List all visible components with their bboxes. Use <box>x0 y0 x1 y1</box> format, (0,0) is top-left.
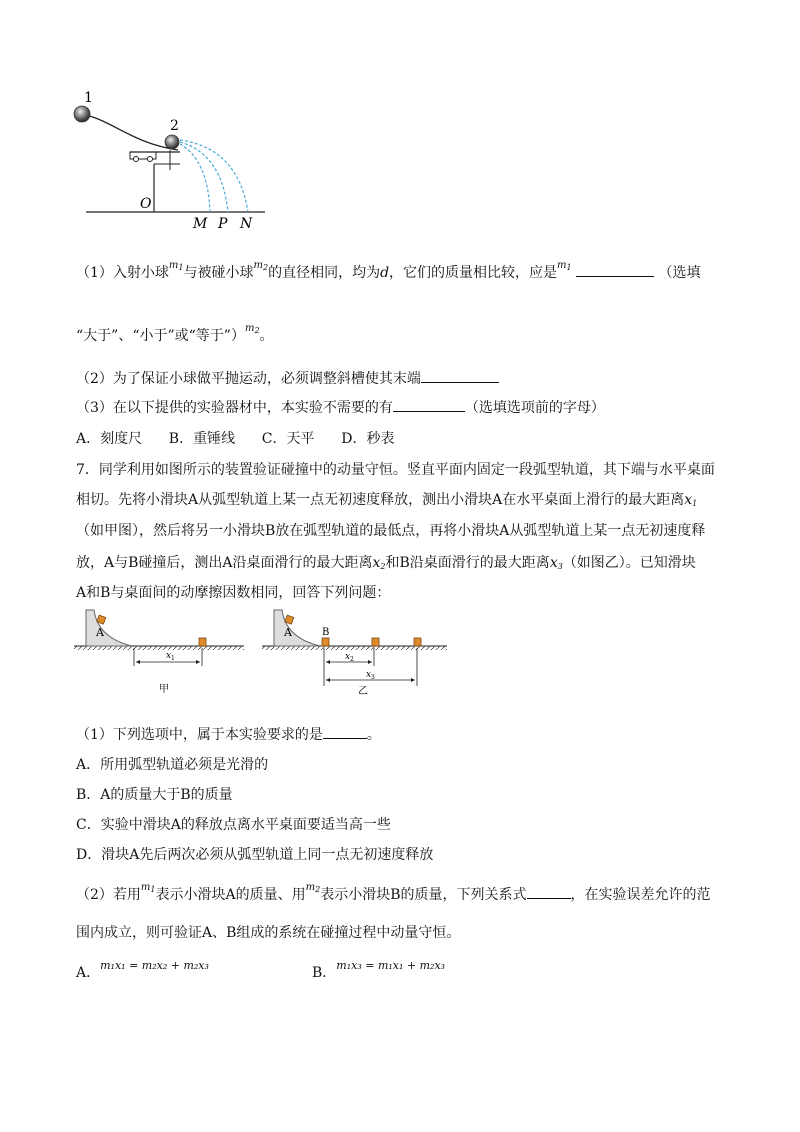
answer-blank-6-1[interactable] <box>576 276 654 277</box>
q7-line4: 放，A与B碰撞后，测出A沿桌面滑行的最大距离x2和B沿桌面滑行的最大距离x3（如图乙）。已知滑块 <box>76 555 696 571</box>
svg-text:A: A <box>96 626 104 639</box>
svg-text:x: x <box>366 670 372 680</box>
svg-text:1: 1 <box>171 655 175 662</box>
q7-line3: （如甲图），然后将另一小滑块B放在弧型轨道的最低点，再将小滑块A从弧型轨道上某一点无初速度释 <box>76 523 706 539</box>
q7-sub1: （1）下列选项中，属于本实验要求的是 。 <box>76 724 381 744</box>
svg-text:A: A <box>284 626 292 639</box>
q7-line2: 相切。先将小滑块A从弧型轨道上某一点无初速度释放，测出小滑块A在水平桌面上滑行的最大距离x1 <box>76 492 698 508</box>
q7-line5: A和B与桌面间的动摩擦因数相同，回答下列问题： <box>76 585 391 601</box>
q7-line1: 7．同学利用如图所示的装置验证碰撞中的动量守恒。竖直平面内固定一段弧型轨道，其下端与水平桌面 <box>76 462 715 478</box>
svg-text:x: x <box>166 651 172 661</box>
figure-jia <box>74 604 250 696</box>
caption-jia: 甲 <box>159 684 169 695</box>
q7-sub2-line2: 围内成立，则可验证A、B组成的系统在碰撞过程中动量守恒。 <box>76 925 461 941</box>
option-D: D．滑块A先后两次必须从弧型轨道上同一点无初速度释放 <box>76 847 434 863</box>
svg-text:x: x <box>345 652 351 662</box>
label-O: O <box>140 196 152 212</box>
svg-text:B: B <box>322 627 330 638</box>
equation-B: B．$^{m_1x_3 = m_1x_1 + m_2x_3}$ <box>312 959 446 981</box>
answer-blank-7-1[interactable] <box>323 724 367 739</box>
q6-part3: （3）在以下提供的实验器材中，本实验不需要的有 （选填选项前的字母） <box>76 397 605 417</box>
label-2: 2 <box>170 118 179 134</box>
option-A: A．所用弧型轨道必须是光滑的 <box>76 757 269 773</box>
label-M: M <box>193 216 208 232</box>
q6-options: A．刻度尺 B．重锤线 C．天平 D．秒表 <box>76 431 395 447</box>
label-P: P <box>218 216 228 232</box>
svg-text:2: 2 <box>350 656 354 663</box>
figure-yi <box>262 604 452 696</box>
label-N: N <box>240 216 253 232</box>
q6-part2: （2）为了保证小球做平抛运动，必须调整斜槽使其末端 <box>76 368 499 388</box>
svg-text:3: 3 <box>371 674 375 681</box>
q6-part1-line2: “大于”、“小于”或“等于”）$^{m_2}$。 <box>76 323 274 344</box>
answer-blank-6-3[interactable] <box>393 397 465 412</box>
q7-sub2-line1: （2）若用$^{m_1}$表示小滑块A的质量、用$^{m_2}$表示小滑块B的质量，下列关系式 ，在实验误差允许的范 <box>76 882 711 903</box>
option-B: B．A的质量大于B的质量 <box>76 787 233 803</box>
q6-part1-line1: （1）入射小球$^{m_1}$与被碰小球$^{m_2}$的直径相同，均为d，它们的质量相比较，应是$^{m_1}$ （选填 <box>76 260 701 281</box>
caption-yi: 乙 <box>358 686 368 696</box>
ball-1 <box>74 106 90 122</box>
label-1: 1 <box>84 90 93 106</box>
ball-2 <box>165 135 179 149</box>
answer-blank-6-2[interactable] <box>421 368 499 383</box>
answer-blank-7-2[interactable] <box>527 884 571 899</box>
equation-A: A．$^{m_1x_1 = m_2x_2 + m_2x_3}$ <box>76 959 209 981</box>
option-C: C．实验中滑块A的释放点离水平桌面要适当高一些 <box>76 817 391 833</box>
collision-apparatus-figure <box>60 88 280 233</box>
